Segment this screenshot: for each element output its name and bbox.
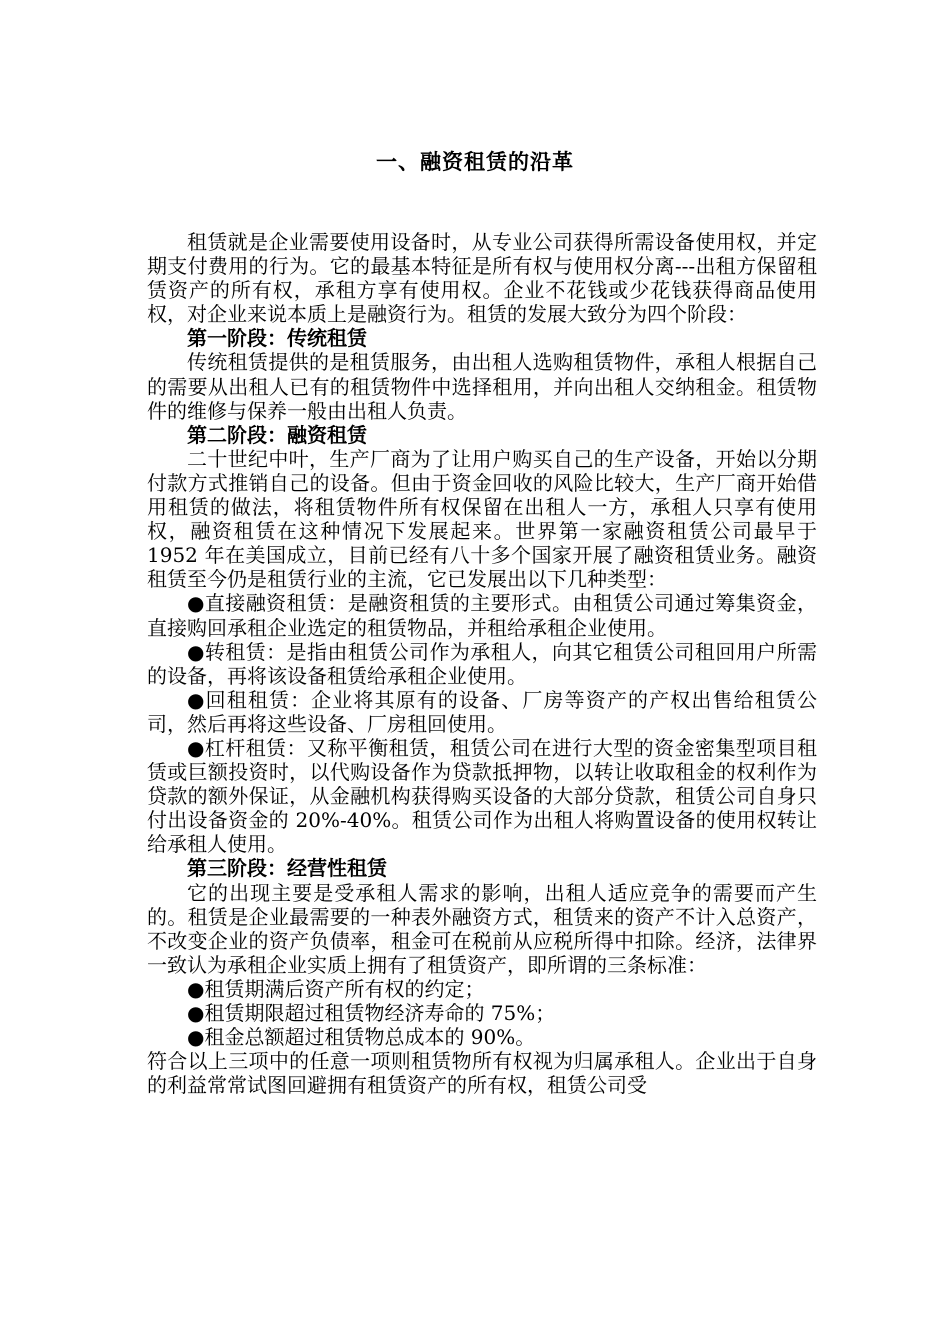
- paragraph-conclusion: 符合以上三项中的任意一项则租赁物所有权视为归属承租人。企业出于自身的利益常常试图回避拥有租赁资产的所有权，租赁公司受: [147, 1049, 817, 1098]
- paragraph-stage-1: 传统租赁提供的是租赁服务，由出租人选购租赁物件，承租人根据自己的需要从出租人已有的租赁物件中选择租用，并向出租人交纳租金。租赁物件的维修与保养一般由出租人负责。: [147, 350, 817, 423]
- page-title: 一、融资租赁的沿革: [376, 150, 574, 174]
- paragraph-stage-3: 它的出现主要是受承租人需求的影响，出租人适应竞争的需要而产生的。租赁是企业最需要的一种表外融资方式，租赁来的资产不计入总资产，不改变企业的资产负债率，租金可在税前从应税所得中扣除。经济，法律界一致认为承租企业实质上拥有了租赁资产，即所谓的三条标准：: [147, 880, 817, 977]
- bullet-leveraged-lease: ●杠杆租赁：又称平衡租赁，租赁公司在进行大型的资金密集型项目租赁或巨额投资时，以代购设备作为贷款抵押物，以转让收取租金的权利作为贷款的额外保证，从金融机构获得购买设备的大部分贷款，租赁公司自身只付出设备资金的 20%-40%。租赁公司作为出租人将购置设备的使用权转让给承租人使用。: [147, 735, 817, 857]
- heading-stage-3: 第三阶段：经营性租赁: [187, 856, 387, 881]
- bullet-criterion-1: ●租赁期满后资产所有权的约定；: [187, 976, 485, 1001]
- heading-stage-2: 第二阶段：融资租赁: [187, 422, 367, 447]
- bullet-direct-lease: ●直接融资租赁：是融资租赁的主要形式。由租赁公司通过筹集资金，直接购回承租企业选定的租赁物品，并租给承租企业使用。: [147, 591, 817, 640]
- bullet-criterion-3: ●租金总额超过租赁物总成本的 90%。: [187, 1025, 536, 1050]
- heading-stage-1: 第一阶段：传统租赁: [187, 326, 367, 351]
- paragraph-stage-2: 二十世纪中叶，生产厂商为了让用户购买自己的生产设备，开始以分期付款方式推销自己的设备。但由于资金回收的风险比较大，生产厂商开始借用租赁的做法，将租赁物件所有权保留在出租人一方，承租人只享有使用权，融资租赁在这种情况下发展起来。世界第一家融资租赁公司最早于 1952 年在美国成立，目前已经有八十多个国家开展了融资租赁业务。融资租赁至今仍是租赁行业的主流，它已发展出以下几种类型：: [147, 446, 817, 592]
- bullet-leaseback: ●回租租赁：企业将其原有的设备、厂房等资产的产权出售给租赁公司，然后再将这些设备、厂房租回使用。: [147, 687, 817, 736]
- document-body: [147, 230, 817, 1097]
- bullet-criterion-2: ●租赁期限超过租赁物经济寿命的 75%；: [187, 1001, 556, 1025]
- paragraph-intro: 租赁就是企业需要使用设备时，从专业公司获得所需设备使用权，并定期支付费用的行为。它的最基本特征是所有权与使用权分离---出租方保留租赁资产的所有权，承租方享有使用权。企业不花钱或少花钱获得商品使用权，对企业来说本质上是融资行为。租赁的发展大致分为四个阶段：: [147, 230, 817, 327]
- bullet-sublease: ●转租赁：是指由租赁公司作为承租人，向其它租赁公司租回用户所需的设备，再将该设备租赁给承租企业使用。: [147, 639, 817, 688]
